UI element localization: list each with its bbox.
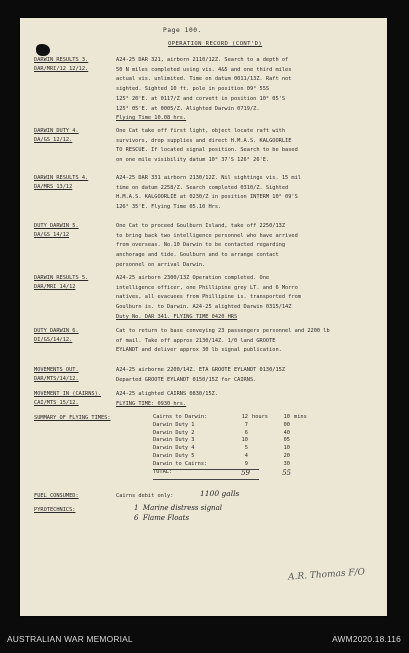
document-page bbox=[20, 18, 387, 616]
summary-mins-unit: mins bbox=[294, 414, 307, 420]
entry-ref: DA/MRS 13/12 bbox=[34, 184, 73, 190]
summary-mins: 10 00 40 05 10 20 30 bbox=[283, 414, 290, 467]
entry-body: One Cat to proceed Goulburn Island, take off 2250/13Z to bring back two intelligence personnel who have arrived from overseas. No.10 Darwin to be contacted regarding anchorage and tide. Goulburn and to arrange contact personnel on arrival Darwin. bbox=[116, 223, 298, 268]
entry-ref: DAR/MTS/14/12. bbox=[34, 376, 79, 382]
page-number: Page 100. bbox=[163, 27, 202, 34]
entry-body: A24-25 alighted CAIRNS 0830/15Z. FLYING TIME: 0930 hrs. bbox=[116, 391, 219, 407]
fuel-text: Cairns debit only: bbox=[116, 493, 174, 499]
entry-body: Cat to return to base conveying 23 passengers personnel and 2200 lb of mail. Take off approx 2130/14Z. 1/0 land GROOTE EYLANDT and deliver approx 30 lb signal publication. bbox=[116, 328, 330, 354]
footer-institution: AUSTRALIAN WAR MEMORIAL bbox=[7, 634, 133, 644]
summary-hours-unit: hours bbox=[252, 414, 268, 420]
summary-hours: 12 7 6 10 5 4 9 bbox=[241, 414, 248, 467]
summary-labels: Cairns to Darwin: Darwin Duty 1 Darwin Duty 2 Darwin Duty 3 Darwin Duty 4 Darwin Duty 5 Darwin to Cairns: TOTAL: bbox=[153, 414, 208, 475]
entry-heading: DUTY DARWIN 6. bbox=[34, 328, 79, 334]
footer-accession-number: AWM2020.18.116 bbox=[332, 634, 401, 644]
entry-ref: DAR/MRI 14/12 bbox=[34, 284, 76, 290]
punch-hole bbox=[36, 44, 50, 56]
entry-body: A24-25 airborn 2300/13Z Operation completed. One intelligence officer, one Phillipine grey LT. and 6 Morro natives, all evacuees from Phillipine is. transported from Goulburn is. to Darwin. A24-25 alighted Darwin 0315/14Z Duty No. DAR 341. FLYING TIME 0420 HRS bbox=[116, 275, 301, 320]
entry-body: A24-25 DAR 331 airborn 2130/12Z. Nil sightings vis. 15 mil time on datum 2258/Z. Search completed 0310/Z. Sighted H.M.A.S. KALGOORLIE at 0230/Z in position INTERM 10° 09'S 126° 35'E. Flying Time 05.10 Hrs. bbox=[116, 175, 301, 211]
pyro-list: 1 Marine distress signal 6 Flame Floats bbox=[134, 504, 222, 522]
entry-heading: DARWIN RESULTS 4. bbox=[34, 175, 89, 181]
signature: A.R. Thomas F/O bbox=[287, 567, 366, 583]
entry-ref: DA/GS 14/12 bbox=[34, 232, 70, 238]
summary-rule-double bbox=[153, 479, 259, 480]
entry-ref: CAI/MTS 15/12. bbox=[34, 400, 79, 406]
entry-body: One Cat take off first light, object locate raft with survivors, drop supplies and direct H.M.A.S. KALGOORLIE TO RESCUE. If located signal position. Search to be based on one mile visibility datum 10° 37'S 126° 26'E. bbox=[116, 128, 298, 164]
entry-heading: DARWIN RESULTS 5. bbox=[34, 275, 89, 281]
entry-ref: DI/GS/14/12. bbox=[34, 337, 73, 343]
entry-heading: DARWIN DUTY 4. bbox=[34, 128, 79, 134]
summary-total-mins: 55 bbox=[282, 469, 291, 477]
fuel-heading: FUEL CONSUMED: bbox=[34, 493, 79, 499]
summary-heading: SUMMARY OF FLYING TIMES: bbox=[34, 415, 111, 421]
entry-heading: DUTY DARWIN 5. bbox=[34, 223, 79, 229]
pyro-heading: PYROTECHNICS: bbox=[34, 507, 76, 513]
fuel-amount: 1100 galls bbox=[200, 489, 240, 498]
entry-ref: DAR/MRI/12 12/12. bbox=[34, 66, 89, 72]
entry-heading: MOVEMENTS OUT. bbox=[34, 367, 79, 373]
entry-body: A24-25 airborne 2200/14Z. ETA GROOTE EYLANDT 0130/15Z Departed GROOTE EYLANDT 0150/15Z for CAIRNS. bbox=[116, 367, 286, 383]
summary-total-hours: 59 bbox=[241, 469, 250, 477]
entry-heading: MOVEMENT IN (CAIRNS). bbox=[34, 391, 101, 397]
entry-heading: DARWIN RESULTS 3. bbox=[34, 57, 89, 63]
entry-body: A24-25 DAR 321, airborn 2110/12Z. Search to a depth of 50 N miles completed using vis. 4&5 and one third miles actual vis. unlimited. Time on datum 0011/13Z. Raft not sighted. Sighted 10 ft. pole in position 09° 55S 125° 20'E. at 0117/Z and corvett in position 10° 05'S 125° 05'E. at 0005/Z. Alighted Darwin 0719/Z. Flying Time 10.08 hrs. bbox=[116, 57, 292, 122]
page-title: OPERATION RECORD (CONT'D) bbox=[168, 41, 263, 47]
entry-ref: DA/GS 12/12. bbox=[34, 137, 73, 143]
